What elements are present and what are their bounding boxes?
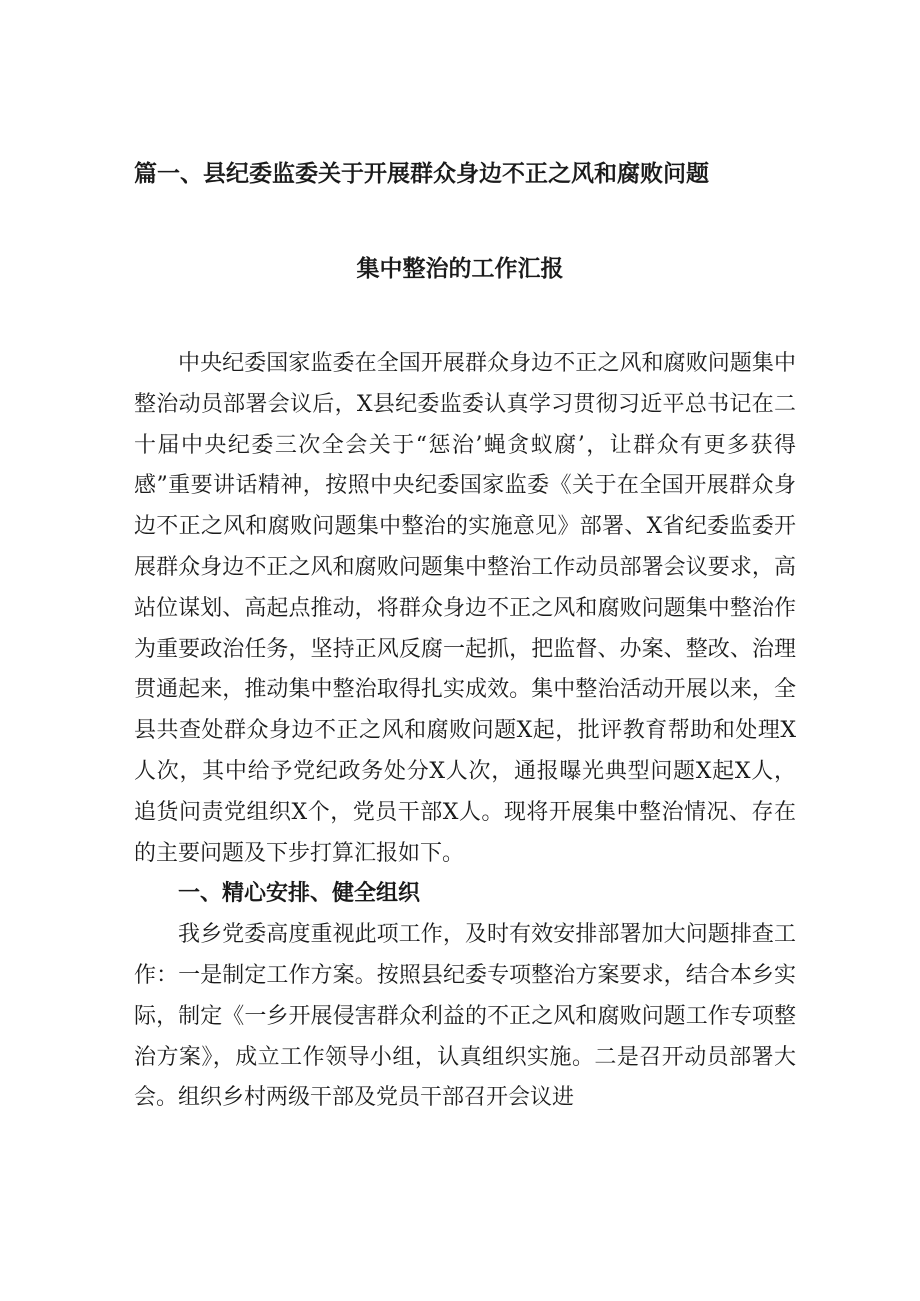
section-heading-1: 一、精心安排、健全组织 bbox=[178, 881, 421, 907]
document-title-line-1: 篇一、县纪委监委关于开展群众身边不正之风和腐败问题 bbox=[134, 161, 709, 187]
document-title-line-2: 集中整治的工作汇报 bbox=[356, 256, 564, 282]
document-body bbox=[134, 344, 796, 1119]
section-1-paragraph: 我乡党委高度重视此项工作，及时有效安排部署加大问题排查工作：一是制定工作方案。按照县纪委专项整治方案要求，结合本乡实际，制定《一乡开展侵害群众利益的不正之风和腐败问题工作专项整治方案》，成立工作领导小组，认真组织实施。二是召开动员部署大会。组织乡村两级干部及党员干部召开会议进 bbox=[134, 922, 796, 1111]
intro-paragraph: 中央纪委国家监委在全国开展群众身边不正之风和腐败问题集中整治动员部署会议后，X县纪委监委认真学习贯彻习近平总书记在二十届中央纪委三次全会关于“惩治’蝇贪蚁腐’，让群众有更多获得感”重要讲话精神，按照中央纪委国家监委《关于在全国开展群众身边不正之风和腐败问题集中整治的实施意见》部署、X省纪委监委开展群众身边不正之风和腐败问题集中整治工作动员部署会议要求，高站位谋划、高起点推动，将群众身边不正之风和腐败问题集中整治作为重要政治任务，坚持正风反腐一起抓，把监督、办案、整改、治理贯通起来，推动集中整治取得扎实成效。集中整治活动开展以来，全县共查处群众身边不正之风和腐败问题X起，批评教育帮助和处理X人次，其中给予党纪政务处分X人次，通报曝光典型问题X起X人，追货问责党组织X个，党员干部X人。现将开展集中整治情况、存在的主要问题及下步打算汇报如下。 bbox=[134, 351, 796, 866]
